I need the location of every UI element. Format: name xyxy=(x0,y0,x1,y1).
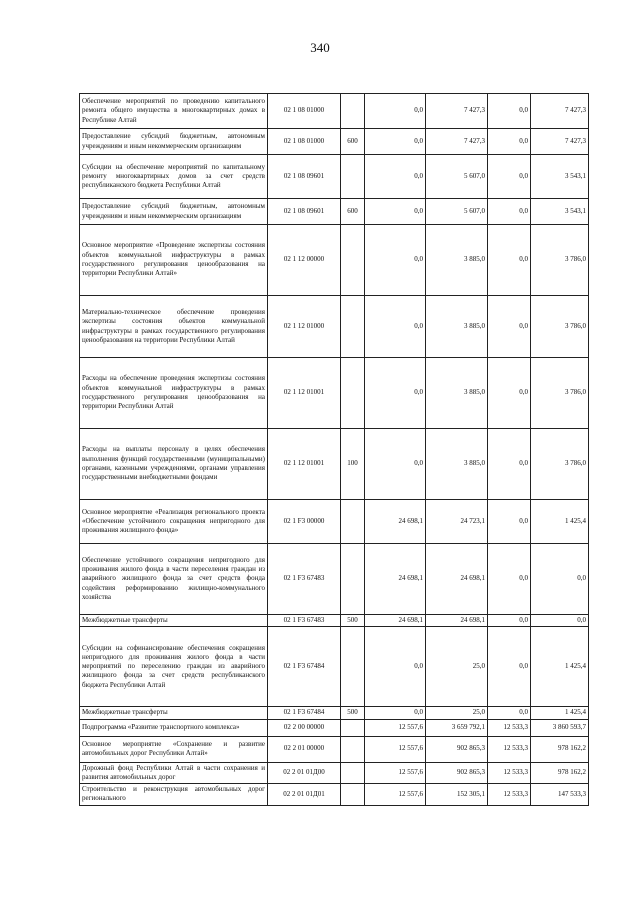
row-value-1: 12 557,6 xyxy=(365,719,426,736)
row-code: 02 1 F3 67483 xyxy=(268,615,341,627)
row-value-1: 12 557,6 xyxy=(365,784,426,806)
row-value-1: 24 698,1 xyxy=(365,500,426,544)
row-code: 02 1 12 00000 xyxy=(268,225,341,296)
row-vr xyxy=(341,155,365,199)
row-value-1: 0,0 xyxy=(365,155,426,199)
table-row xyxy=(80,627,589,707)
budget-table xyxy=(79,93,589,806)
row-value-3: 0,0 xyxy=(488,155,531,199)
row-name: Расходы на обеспечение проведения экспертизы состояния объектов коммунальной инфраструктуры в рамках государственного регулирования ценообразования на территории Республики Алтай xyxy=(80,358,268,429)
row-value-3: 0,0 xyxy=(488,500,531,544)
row-vr xyxy=(341,736,365,762)
row-vr xyxy=(341,784,365,806)
row-name: Обеспечение мероприятий по проведению капитального ремонта общего имущества в многоквартирных домах в Республике Алтай xyxy=(80,94,268,129)
row-name: Расходы на выплаты персоналу в целях обеспечения выполнения функций государственными (муниципальными) органами, казенными учреждениями, органами управления государственными внебюджетными фондами xyxy=(80,429,268,500)
row-name: Обеспечение устойчивого сокращения непригодного для проживания жилого фонда в части переселения граждан из аварийного жилищного фонда за счет средств фонда содействия реформированию жилищно-коммунального хозяйства xyxy=(80,544,268,615)
row-name: Основное мероприятие «Сохранение и развитие автомобильных дорог Республики Алтай» xyxy=(80,736,268,762)
row-value-2: 3 885,0 xyxy=(426,429,488,500)
row-vr: 600 xyxy=(341,129,365,155)
row-value-4: 3 543,1 xyxy=(531,155,589,199)
row-value-4: 978 162,2 xyxy=(531,736,589,762)
row-value-1: 0,0 xyxy=(365,429,426,500)
row-value-2: 25,0 xyxy=(426,707,488,719)
row-value-1: 0,0 xyxy=(365,129,426,155)
row-vr xyxy=(341,627,365,707)
row-value-3: 0,0 xyxy=(488,296,531,358)
row-value-1: 0,0 xyxy=(365,225,426,296)
row-name: Межбюджетные трансферты xyxy=(80,707,268,719)
row-value-2: 3 885,0 xyxy=(426,358,488,429)
row-code: 02 1 08 01000 xyxy=(268,94,341,129)
row-value-3: 0,0 xyxy=(488,129,531,155)
row-vr xyxy=(341,544,365,615)
row-name: Субсидии на обеспечение мероприятий по капитальному ремонту многоквартирных домов за счет средств республиканского бюджета Республики Алтай xyxy=(80,155,268,199)
row-vr: 500 xyxy=(341,707,365,719)
row-vr xyxy=(341,296,365,358)
row-value-2: 902 865,3 xyxy=(426,762,488,784)
table-row xyxy=(80,762,589,784)
row-value-1: 0,0 xyxy=(365,94,426,129)
row-value-3: 0,0 xyxy=(488,627,531,707)
row-value-4: 1 425,4 xyxy=(531,627,589,707)
row-code: 02 1 08 09601 xyxy=(268,199,341,225)
row-value-1: 24 698,1 xyxy=(365,615,426,627)
row-value-3: 0,0 xyxy=(488,544,531,615)
row-name: Подпрограмма «Развитие транспортного комплекса» xyxy=(80,719,268,736)
page-number: 340 xyxy=(310,40,330,55)
row-code: 02 1 08 01000 xyxy=(268,129,341,155)
row-value-4: 3 543,1 xyxy=(531,199,589,225)
row-value-2: 25,0 xyxy=(426,627,488,707)
row-code: 02 1 12 01000 xyxy=(268,296,341,358)
table-row xyxy=(80,429,589,500)
row-code: 02 2 01 01Д00 xyxy=(268,762,341,784)
row-value-3: 0,0 xyxy=(488,615,531,627)
row-value-2: 5 607,0 xyxy=(426,155,488,199)
row-name: Строительство и реконструкция автомобильных дорог регионального xyxy=(80,784,268,806)
row-value-4: 7 427,3 xyxy=(531,129,589,155)
table-row xyxy=(80,544,589,615)
row-value-1: 0,0 xyxy=(365,296,426,358)
row-value-3: 12 533,3 xyxy=(488,736,531,762)
row-value-4: 0,0 xyxy=(531,615,589,627)
row-name: Дорожный фонд Республики Алтай в части сохранения и развития автомобильных дорог xyxy=(80,762,268,784)
table-row xyxy=(80,784,589,806)
row-value-3: 0,0 xyxy=(488,707,531,719)
table-row xyxy=(80,615,589,627)
row-value-1: 12 557,6 xyxy=(365,736,426,762)
table-row xyxy=(80,296,589,358)
row-code: 02 1 F3 00000 xyxy=(268,500,341,544)
row-vr xyxy=(341,762,365,784)
row-code: 02 1 F3 67484 xyxy=(268,627,341,707)
row-value-3: 0,0 xyxy=(488,225,531,296)
row-value-2: 3 659 792,1 xyxy=(426,719,488,736)
row-vr xyxy=(341,719,365,736)
table-row xyxy=(80,707,589,719)
row-value-4: 3 786,0 xyxy=(531,429,589,500)
row-value-4: 1 425,4 xyxy=(531,500,589,544)
row-code: 02 1 12 01001 xyxy=(268,429,341,500)
row-vr xyxy=(341,500,365,544)
table-row xyxy=(80,500,589,544)
row-code: 02 2 01 00000 xyxy=(268,736,341,762)
table-row xyxy=(80,225,589,296)
row-value-3: 0,0 xyxy=(488,199,531,225)
row-value-4: 147 533,3 xyxy=(531,784,589,806)
table-row xyxy=(80,129,589,155)
row-value-4: 3 786,0 xyxy=(531,225,589,296)
row-value-4: 3 786,0 xyxy=(531,358,589,429)
table-row xyxy=(80,358,589,429)
row-value-1: 0,0 xyxy=(365,358,426,429)
row-code: 02 2 01 01Д01 xyxy=(268,784,341,806)
row-value-1: 0,0 xyxy=(365,707,426,719)
table-row xyxy=(80,199,589,225)
row-code: 02 2 00 00000 xyxy=(268,719,341,736)
row-value-2: 152 305,1 xyxy=(426,784,488,806)
table-row xyxy=(80,94,589,129)
row-name: Предоставление субсидий бюджетным, автономным учреждениям и иным некоммерческим организациям xyxy=(80,129,268,155)
row-vr: 100 xyxy=(341,429,365,500)
table-row xyxy=(80,736,589,762)
row-code: 02 1 12 01001 xyxy=(268,358,341,429)
row-vr xyxy=(341,358,365,429)
row-value-2: 5 607,0 xyxy=(426,199,488,225)
row-name: Субсидии на софинансирование обеспечения сокращения непригодного для проживания жилого фонда в части мероприятий по переселению граждан из аварийного жилищного фонда за счет средств республиканского бюджета Республики Алтай xyxy=(80,627,268,707)
row-name: Основное мероприятие «Проведение экспертизы состояния объектов коммунальной инфраструктуры в рамках государственного регулирования ценообразования на территории Республики Алтай» xyxy=(80,225,268,296)
row-value-3: 0,0 xyxy=(488,94,531,129)
row-name: Материально-техническое обеспечение проведения экспертизы состояния объектов коммунальной инфраструктуры в рамках государственного регулирования ценообразования на территории Республики Алтай xyxy=(80,296,268,358)
row-value-2: 24 723,1 xyxy=(426,500,488,544)
row-value-4: 1 425,4 xyxy=(531,707,589,719)
row-value-2: 902 865,3 xyxy=(426,736,488,762)
row-value-3: 12 533,3 xyxy=(488,762,531,784)
row-value-1: 12 557,6 xyxy=(365,762,426,784)
row-value-2: 7 427,3 xyxy=(426,129,488,155)
row-name: Основное мероприятие «Реализация регионального проекта «Обеспечение устойчивого сокращения непригодного для проживания жилищного фонда» xyxy=(80,500,268,544)
row-value-3: 0,0 xyxy=(488,358,531,429)
row-code: 02 1 F3 67484 xyxy=(268,707,341,719)
row-value-2: 24 698,1 xyxy=(426,544,488,615)
row-value-2: 3 885,0 xyxy=(426,296,488,358)
row-code: 02 1 F3 67483 xyxy=(268,544,341,615)
row-value-2: 3 885,0 xyxy=(426,225,488,296)
row-code: 02 1 08 09601 xyxy=(268,155,341,199)
row-vr: 600 xyxy=(341,199,365,225)
row-value-4: 978 162,2 xyxy=(531,762,589,784)
row-value-1: 0,0 xyxy=(365,199,426,225)
row-value-2: 7 427,3 xyxy=(426,94,488,129)
row-value-3: 12 533,3 xyxy=(488,719,531,736)
row-value-4: 0,0 xyxy=(531,544,589,615)
row-value-3: 12 533,3 xyxy=(488,784,531,806)
row-value-4: 3 786,0 xyxy=(531,296,589,358)
row-name: Предоставление субсидий бюджетным, автономным учреждениям и иным некоммерческим организациям xyxy=(80,199,268,225)
row-value-1: 0,0 xyxy=(365,627,426,707)
row-vr: 500 xyxy=(341,615,365,627)
row-name: Межбюджетные трансферты xyxy=(80,615,268,627)
row-vr xyxy=(341,225,365,296)
row-vr xyxy=(341,94,365,129)
row-value-3: 0,0 xyxy=(488,429,531,500)
row-value-4: 3 860 593,7 xyxy=(531,719,589,736)
table-row xyxy=(80,719,589,736)
row-value-1: 24 698,1 xyxy=(365,544,426,615)
row-value-4: 7 427,3 xyxy=(531,94,589,129)
row-value-2: 24 698,1 xyxy=(426,615,488,627)
table-row xyxy=(80,155,589,199)
